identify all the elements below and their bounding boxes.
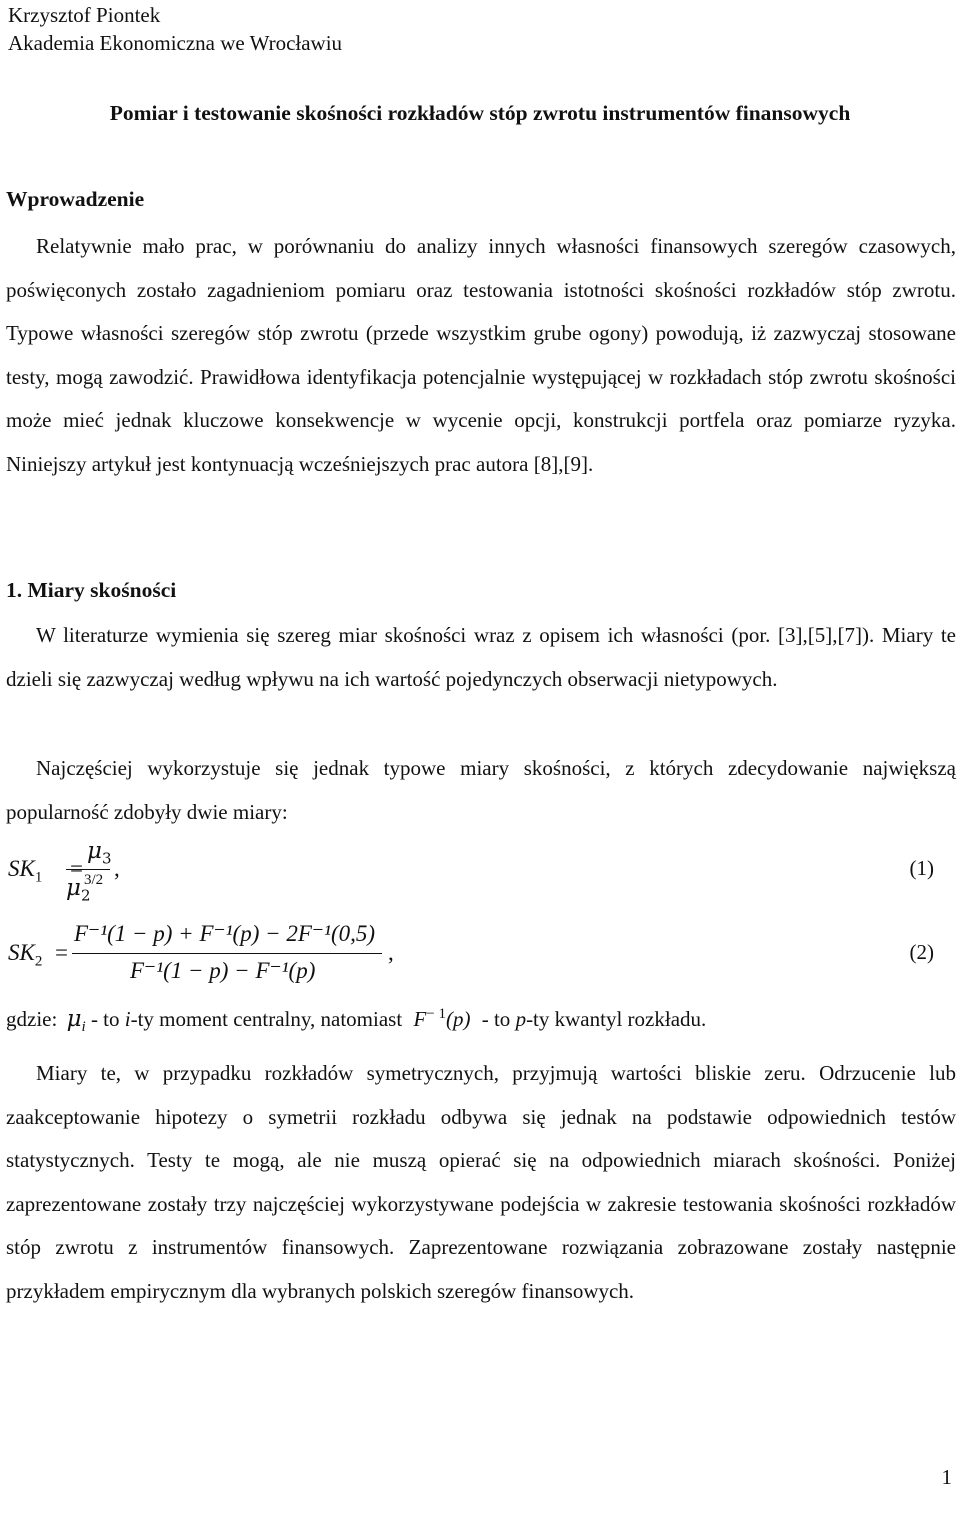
author-affiliation: Akademia Ekonomiczna we Wrocławiu [8,31,343,55]
section-heading-intro: Wprowadzenie [6,187,145,211]
eq1-exponent: 3/2 [84,872,104,888]
equation-1: $SK_1$ = $\mu_3$ $\mu_2$ 3/2 , (1) [8,838,934,905]
paragraph-intro: Relatywnie mało prac, w porównaniu do analizy innych własności finansowych szeregów czasowych, poświęconych zostało zagadnieniom pomiaru oraz testowania istotności skośności rozkładów stóp zwrotu. Typowe własności szeregów stóp zwrotu (przede wszystkim grube ogony) powodują, iż zazwyczaj stosowane testy, mogą zawodzić. Prawidłowa identyfikacja potencjalnie występującej w rozkładach stóp zwrotu skośności może mieć jednak kluczowe konsekwencje w wycenie opcji, konstrukcji portfela oraz pomiarze ryzyka. Niniejszy artykuł jest kontynuacją wcześniejszych prac autora [8],[9]. [6,234,956,476]
definition-line: gdzie: $\mu_i$ - to i-ty moment centralny, natomiast $F^{- 1}(p)$ - to p-ty kwantyl rozkładu. [6,1006,707,1036]
eq2-lhs: SK [8,940,35,965]
eq1-denominator: $\mu_2$ [66,875,91,905]
eq1-fraction-bar [66,869,110,870]
eq1-lhs: SK [8,856,35,881]
eq2-fraction-bar [72,953,382,954]
section-heading-1: 1. Miary skośności [6,578,177,602]
eq1-equals: = [70,856,83,881]
paragraph-testing: Miary te, w przypadku rozkładów symetrycznych, przyjmują wartości bliskie zeru. Odrzucenie lub zaakceptowanie hipotezy o symetrii rozkładu odbywa się jednak na podstawie odpowiednich testów statystycznych. Testy te mogą, ale nie muszą opierać się na odpowiednich miarach skośności. Poniżej zaprezentowane zostały trzy najczęściej wykorzystywane podejścia w zakresie testowania skośności rozkładów stóp zwrotu z instrumentów finansowych. Zaprezentowane rozwiązania zobrazowane zostały następnie przykładem empirycznym dla wybranych polskich szeregów finansowych. [6,1061,956,1303]
equation-2-number: (2) [909,940,934,964]
eq2-numerator: F⁻¹(1 − p) + F⁻¹(p) − 2F⁻¹(0,5) [74,921,376,946]
author-name: Krzysztof Piontek [8,3,161,27]
equation-1-number: (1) [909,856,934,880]
page-number: 1 [941,1465,952,1489]
paper-title: Pomiar i testowanie skośności rozkładów stóp zwrotu instrumentów finansowych [109,101,851,125]
equation-2: $SK_2$ = F⁻¹(1 − p) + F⁻¹(p) − 2F⁻¹(0,5) F⁻¹(1 − p) − F⁻¹(p) , (2) [8,921,934,983]
eq2-equals: = [55,940,68,965]
eq2-denominator: F⁻¹(1 − p) − F⁻¹(p) [130,958,316,983]
eq1-numerator: $\mu_3$ [87,838,112,868]
paragraph-typical-measures: Najczęściej wykorzystuje się jednak typowe miary skośności, z których zdecydowanie największą popularność zdobyły dwie miary: [6,756,956,824]
paragraph-measures: W literaturze wymienia się szereg miar skośności wraz z opisem ich własności (por. [3],[5],[7]). Miary te dzieli się zazwyczaj według wpływu na ich wartość pojedynczych obserwacji nietypowych. [6,623,956,691]
